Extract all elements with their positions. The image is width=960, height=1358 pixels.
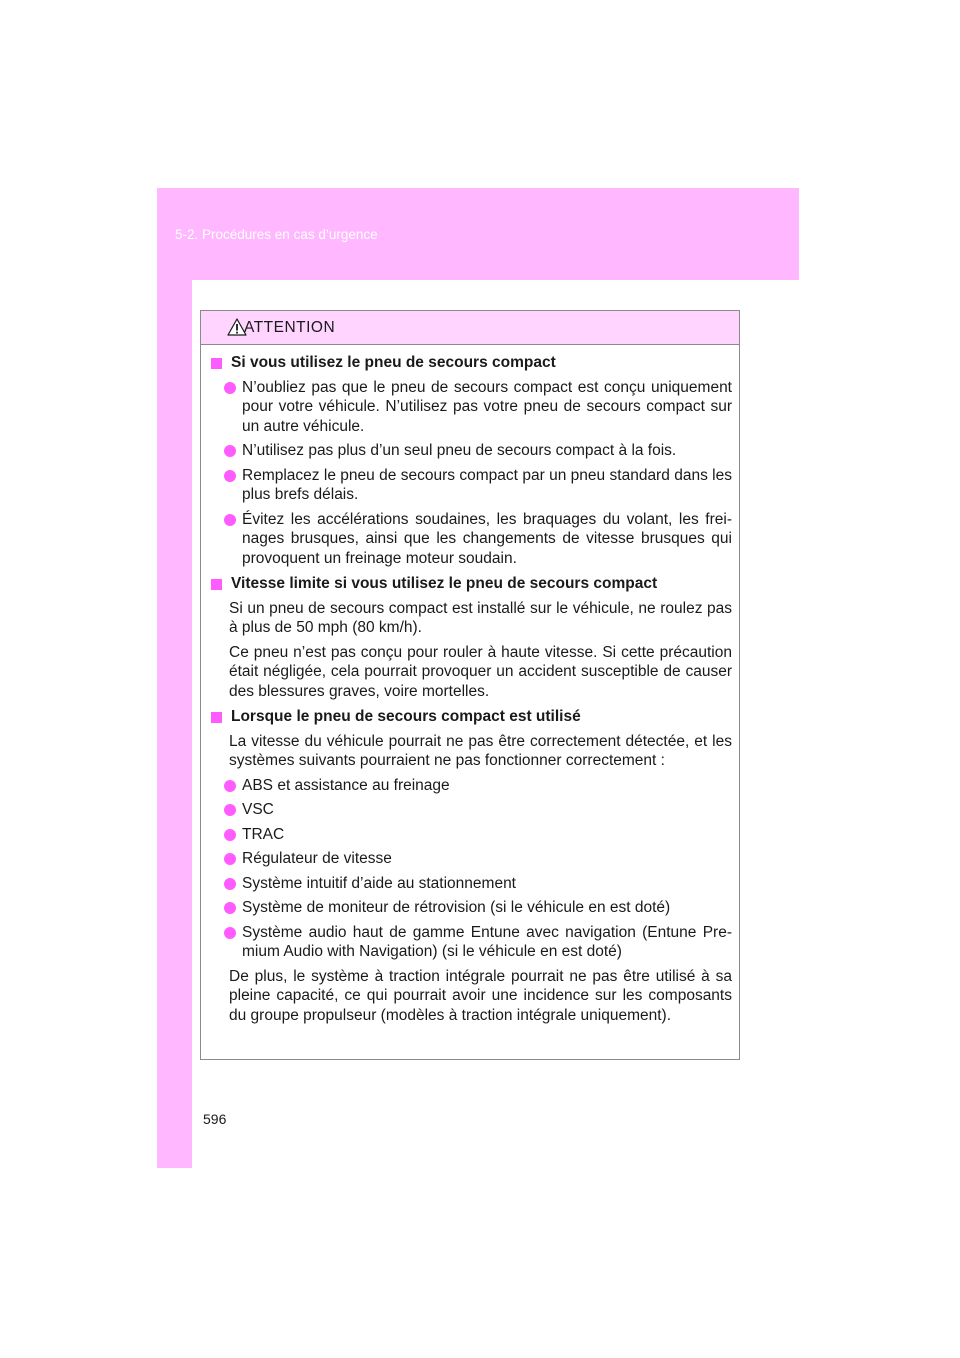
list-item: Système audio haut de gamme Entune avec navigation (Entune Pre-mium Audio with Navigation) (si le véhicule en est doté) [211,923,732,962]
paragraph: Si un pneu de secours compact est installé sur le véhicule, ne roulez pas à plus de 50 mph (80 km/h). [229,599,732,636]
section-heading: Si vous utilisez le pneu de secours compact [211,353,732,373]
round-bullet-icon [224,878,236,890]
round-bullet-icon [224,445,236,457]
section-title: 5-2. Procédures en cas d’urgence [175,227,378,242]
round-bullet-icon [224,382,236,394]
square-bullet-icon [211,579,222,590]
round-bullet-icon [224,829,236,841]
list-item: Système intuitif d’aide au stationnement [211,874,732,894]
list-item: Remplacez le pneu de secours compact par un pneu standard dans les plus brefs délais. [211,466,732,505]
list-item: N’utilisez pas plus d’un seul pneu de secours compact à la fois. [211,441,732,461]
square-bullet-icon [211,712,222,723]
section-heading: Vitesse limite si vous utilisez le pneu de secours compact [211,574,732,594]
round-bullet-icon [224,804,236,816]
list-item: TRAC [211,825,732,845]
section-heading: Lorsque le pneu de secours compact est utilisé [211,707,732,727]
round-bullet-icon [224,902,236,914]
round-bullet-icon [224,853,236,865]
list-item: Régulateur de vitesse [211,849,732,869]
left-margin-strip [157,280,192,1168]
round-bullet-icon [224,927,236,939]
page-number: 596 [203,1111,227,1127]
warning-box [200,310,740,1060]
round-bullet-icon [224,514,236,526]
paragraph: De plus, le système à traction intégrale pourrait ne pas être utilisé à sa pleine capacité, ce qui pourrait avoir une incidence sur les composants du groupe propulseur (modèles à traction intégrale uniquement). [229,967,732,1024]
paragraph: La vitesse du véhicule pourrait ne pas être correctement détectée, et les systèmes suivants pourraient ne pas fonctionner correctement : [229,732,732,769]
list-item: Évitez les accélérations soudaines, les braquages du volant, les frei-nages brusques, ainsi que les changements de vitesse brusques qui provoquent un freinage moteur soudain. [211,510,732,569]
warning-header [201,311,739,345]
paragraph: Ce pneu n’est pas conçu pour rouler à haute vitesse. Si cette précaution était négligée, cela pourrait provoquer un accident susceptible de causer des blessures graves, voire mortelles. [229,643,732,700]
list-item: Système de moniteur de rétrovision (si le véhicule en est doté) [211,898,732,918]
round-bullet-icon [224,780,236,792]
warning-label: ATTENTION [244,319,336,336]
round-bullet-icon [224,470,236,482]
list-item: VSC [211,800,732,820]
list-item: ABS et assistance au freinage [211,776,732,796]
square-bullet-icon [211,358,222,369]
list-item: N’oubliez pas que le pneu de secours compact est conçu uniquement pour votre véhicule. N’utilisez pas votre pneu de secours compact sur un autre véhicule. [211,378,732,437]
warning-body [201,345,739,1025]
